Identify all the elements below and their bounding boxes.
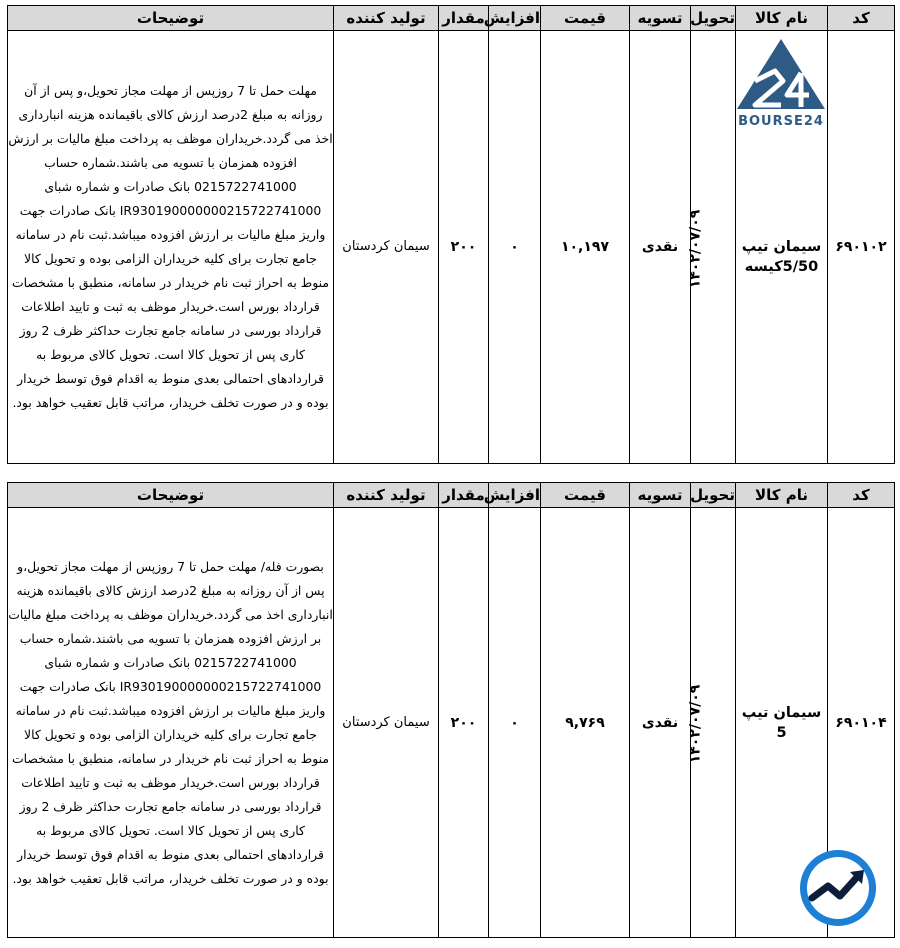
- header-increase: افزایش: [489, 483, 541, 508]
- header-increase: افزایش: [489, 6, 541, 31]
- cell-increase: ۰: [489, 508, 541, 938]
- cell-code: ۶۹۰۱۰۲: [828, 31, 895, 464]
- cell-description: بصورت فله/ مهلت حمل تا 7 روزپس از مهلت مجاز تحویل،و پس از آن روزانه به مبلغ 2درصد ارزش کالای باقیمانده هزینه انبارداری اخذ می گردد.خریداران موظف به پرداخت مبلغ مالیات بر ارزش افزوده همزمان با تسویه می باشند.شماره حساب 0215722741000 بانک صادرات و شماره شبای IR930190000000215722741000 بانک صادرات جهت واریز مبلغ مالیات بر ارزش افزوده میباشد.ثبت نام در سامانه جامع تجارت برای کلیه خریداران الزامی بوده و تحویل کالا منوط به احراز ثبت نام خریدار در سامانه، منطبق با مشخصات قرارداد بورس است.خریدار موظف به ثبت و تایید اطلاعات قرارداد بورسی در سامانه جامع تجارت حداکثر ظرف 2 روز کاری پس از تحویل کالا است. تحویل کالای مربوط به قراردادهای احتمالی بعدی منوط به اقدام فوق توسط خریدار بوده و در صورت تخلف خریدار، مراتب قابل تعقیب خواهد بود.: [8, 508, 334, 938]
- table-row: [8, 508, 895, 938]
- offer-table-1: [7, 5, 895, 464]
- offer-table-2: [7, 482, 895, 938]
- header-name: نام کالا: [736, 483, 828, 508]
- header-code: کد: [828, 483, 895, 508]
- cell-delivery: [687, 508, 736, 938]
- header-producer: تولید کننده: [334, 483, 439, 508]
- header-quantity: مقدار: [439, 483, 489, 508]
- header-name: نام کالا: [736, 6, 828, 31]
- header-code: کد: [828, 6, 895, 31]
- chart-trend-logo-icon: [798, 848, 878, 928]
- cell-quantity: ۲۰۰: [439, 508, 489, 938]
- table-header-row: [8, 6, 895, 31]
- bourse24-logo-icon: [735, 37, 827, 129]
- header-quantity: مقدار: [439, 6, 489, 31]
- header-price: قیمت: [541, 6, 630, 31]
- cell-settlement: نقدی: [630, 31, 691, 464]
- header-description: توضیحات: [8, 483, 334, 508]
- delivery-date: ۱۴۰۲/۰۷/۰۹: [687, 684, 704, 764]
- cell-producer: سیمان کردستان: [334, 508, 439, 938]
- cell-producer: سیمان کردستان: [334, 31, 439, 464]
- cell-price: ۹,۷۶۹: [541, 508, 630, 938]
- cell-quantity: ۲۰۰: [439, 31, 489, 464]
- cell-price: ۱۰,۱۹۷: [541, 31, 630, 464]
- header-settlement: تسویه: [630, 6, 691, 31]
- header-delivery: تحویل: [691, 483, 736, 508]
- header-producer: تولید کننده: [334, 6, 439, 31]
- bourse24-logo-text: BOURSE24: [738, 114, 824, 129]
- header-settlement: تسویه: [630, 483, 691, 508]
- cell-increase: ۰: [489, 31, 541, 464]
- cell-settlement: نقدی: [630, 508, 691, 938]
- product-name: سیمان تیپ 5/50کیسه: [741, 239, 822, 275]
- cell-name: سیمان تیپ 5: [736, 508, 828, 938]
- delivery-date: ۱۴۰۲/۰۷/۰۹: [687, 209, 704, 288]
- cell-name: [736, 31, 828, 464]
- table-row: [8, 31, 895, 464]
- cell-description: مهلت حمل تا 7 روزپس از مهلت مجاز تحویل،و پس از آن روزانه به مبلغ 2درصد ارزش کالای باقیمانده هزینه انبارداری اخذ می گردد.خریداران موظف به پرداخت مبلغ مالیات بر ارزش افزوده همزمان با تسویه می باشند.شماره حساب 0215722741000 بانک صادرات و شماره شبای IR930190000000215722741000 بانک صادرات جهت واریز مبلغ مالیات بر ارزش افزوده میباشد.ثبت نام در سامانه جامع تجارت برای کلیه خریداران الزامی بوده و تحویل کالا منوط به احراز ثبت نام خریدار در سامانه، منطبق با مشخصات قرارداد بورس است.خریدار موظف به ثبت و تایید اطلاعات قرارداد بورسی در سامانه جامع تجارت حداکثر ظرف 2 روز کاری پس از تحویل کالا است. تحویل کالای مربوط به قراردادهای احتمالی بعدی منوط به اقدام فوق توسط خریدار بوده و در صورت تخلف خریدار، مراتب قابل تعقیب خواهد بود.: [8, 31, 334, 464]
- table-header-row: [8, 483, 895, 508]
- header-price: قیمت: [541, 483, 630, 508]
- cell-code: ۶۹۰۱۰۴: [828, 508, 895, 938]
- header-delivery: تحویل: [691, 6, 736, 31]
- header-description: توضیحات: [8, 6, 334, 31]
- cell-delivery: [687, 31, 736, 464]
